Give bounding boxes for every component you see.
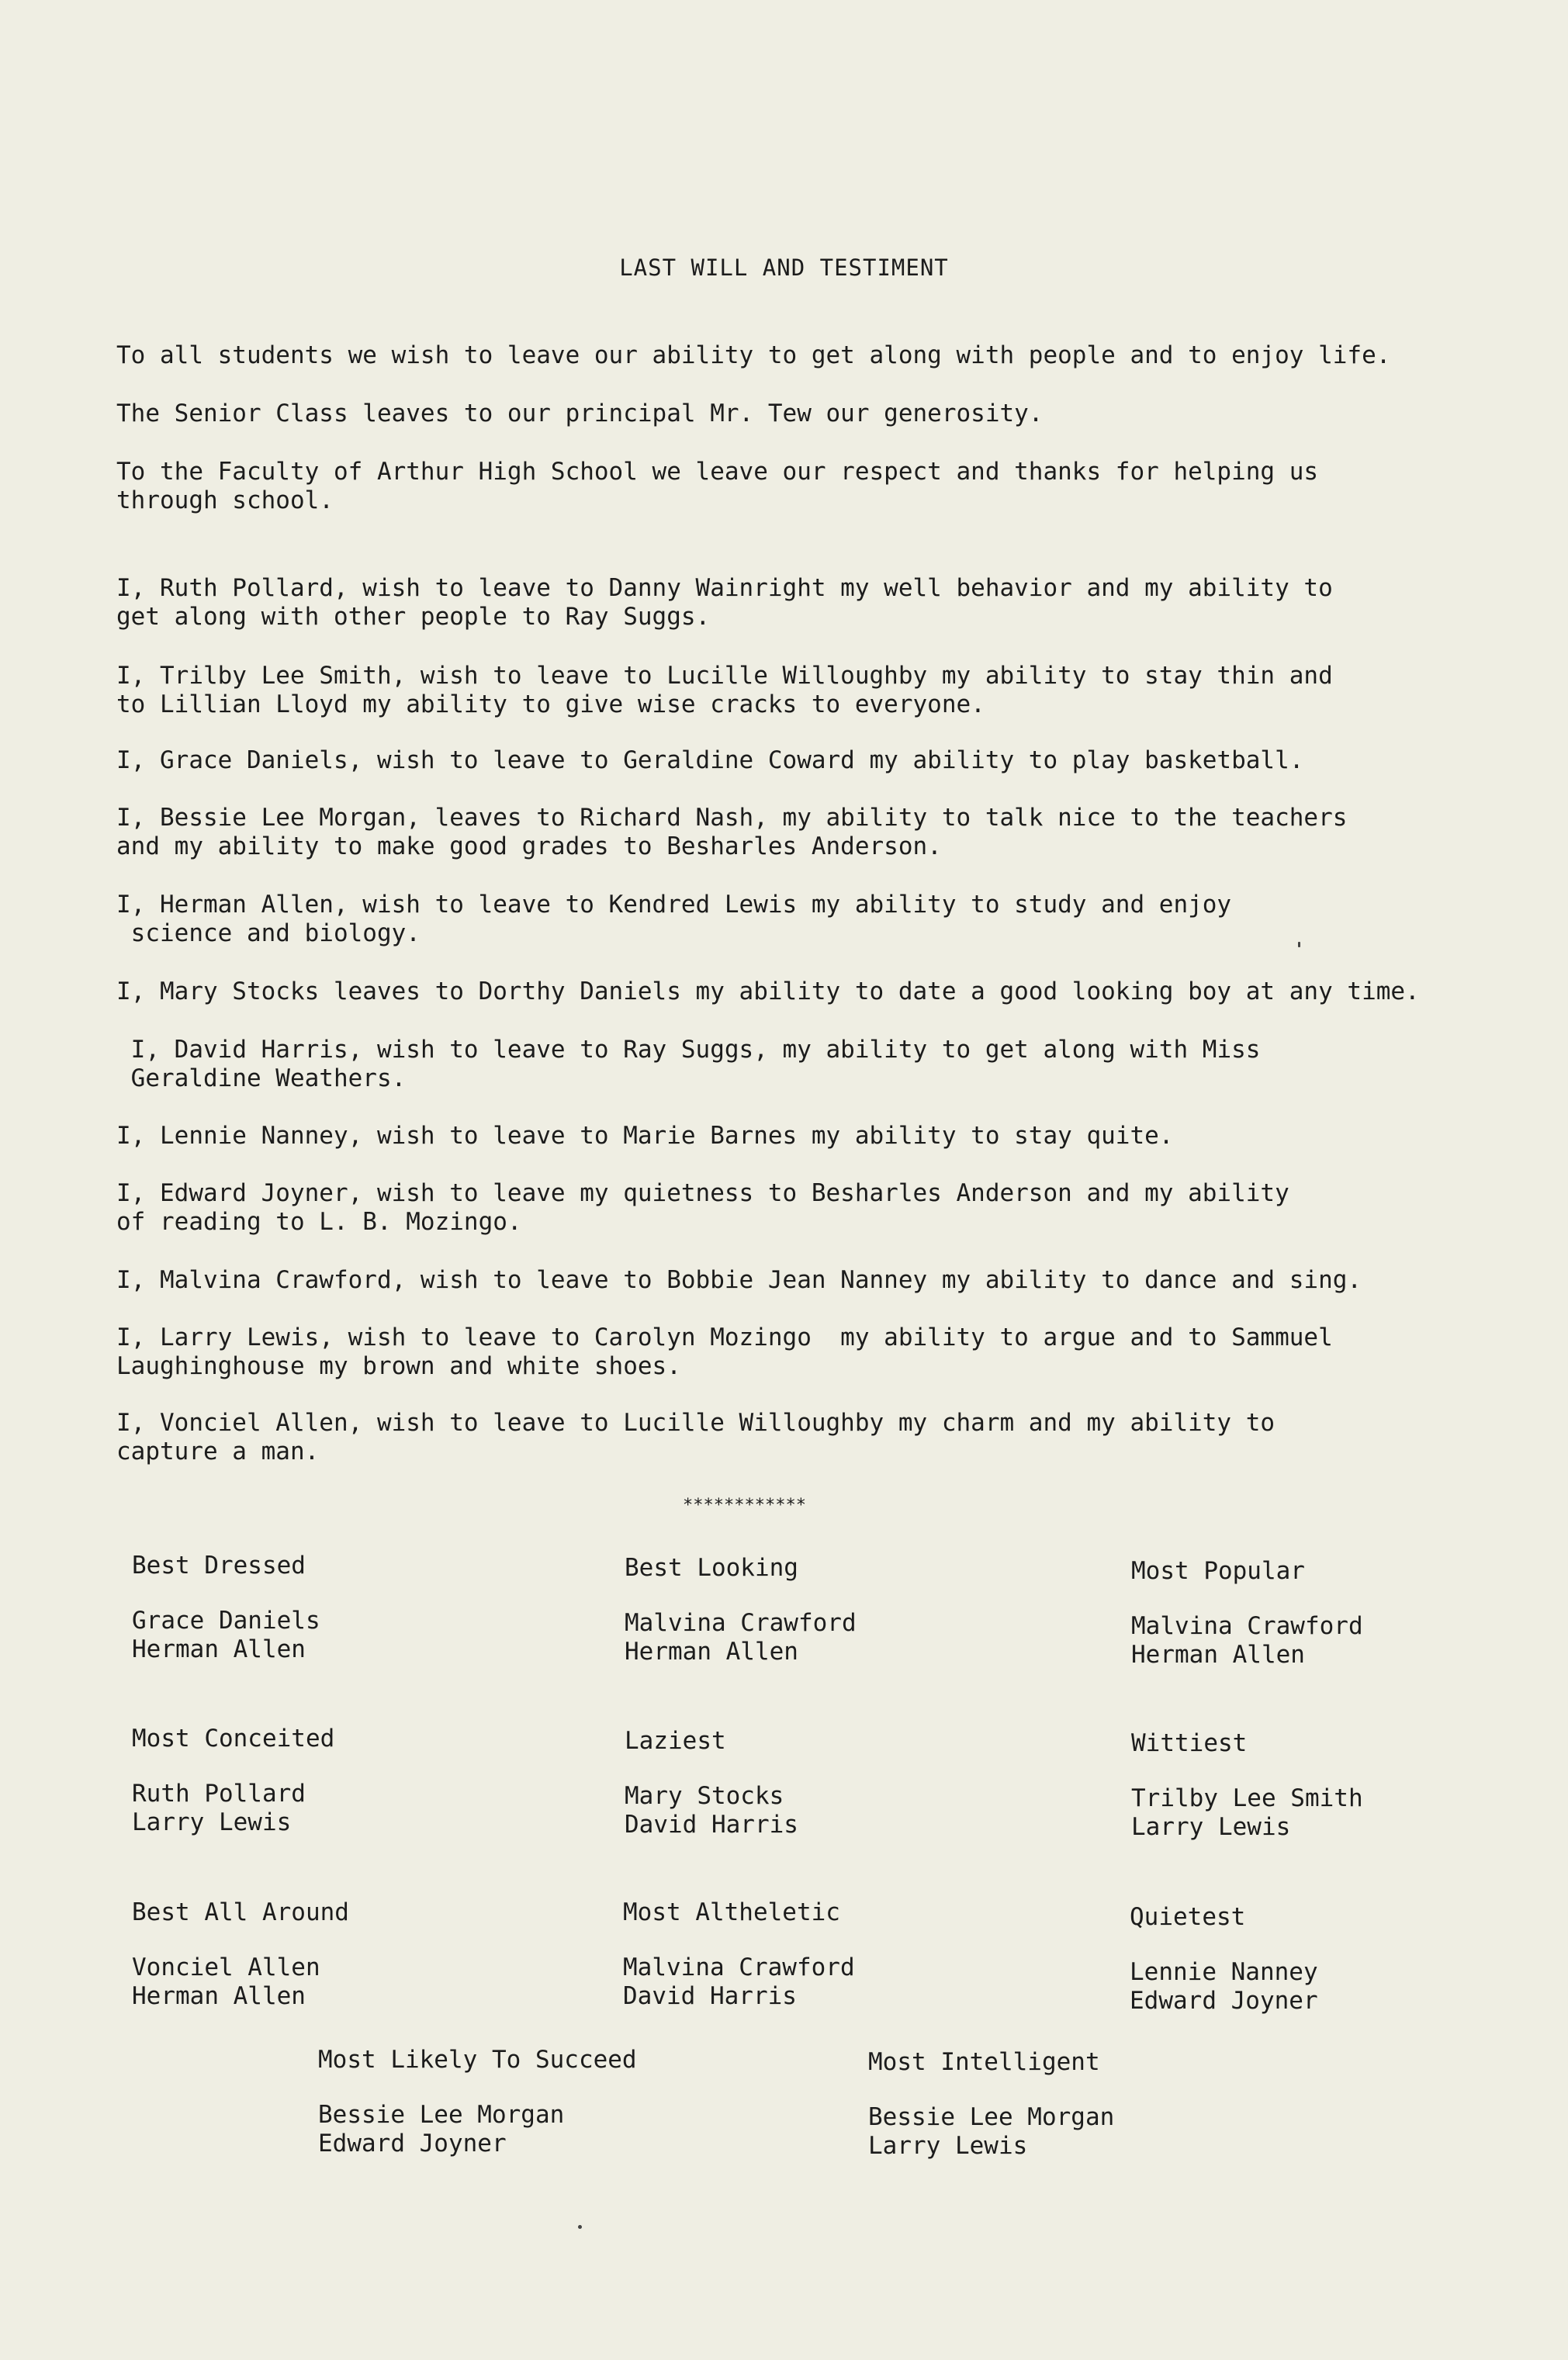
will-entry: I, Mary Stocks leaves to Dorthy Daniels my ability to date a good looking boy at any time. — [116, 978, 1420, 1005]
will-entry: I, David Harris, wish to leave to Ray Suggs, my ability to get along with Miss Geraldine Weathers. — [130, 1036, 1261, 1092]
scan-speck — [578, 2225, 582, 2229]
superlative-category: Most Popular — [1131, 1557, 1305, 1585]
superlative-winner: Edward Joyner — [1130, 1987, 1318, 2015]
superlative-winner: Edward Joyner — [318, 2130, 507, 2158]
will-entry: I, Larry Lewis, wish to leave to Carolyn Mozingo my ability to argue and to Sammuel Laughinghouse my brown and white shoes. — [116, 1324, 1333, 1380]
will-entry: I, Edward Joyner, wish to leave my quietness to Besharles Anderson and my ability of reading to L. B. Mozingo. — [116, 1179, 1289, 1236]
superlative-winner: Mary Stocks — [625, 1782, 784, 1810]
will-entry: I, Herman Allen, wish to leave to Kendred Lewis my ability to study and enjoy science and biology. — [116, 891, 1232, 947]
superlative-winner: Malvina Crawford — [623, 1953, 855, 1981]
superlative-category: Best Looking — [625, 1554, 798, 1582]
superlative-quietest — [1130, 1903, 1318, 2016]
superlative-winner: Grace Daniels — [132, 1607, 320, 1635]
superlative-winner: Ruth Pollard — [132, 1780, 306, 1808]
will-entry: I, Lennie Nanney, wish to leave to Marie Barnes my ability to stay quite. — [116, 1122, 1174, 1150]
will-entry: I, Trilby Lee Smith, wish to leave to Lucille Willoughby my ability to stay thin and to Lillian Lloyd my ability to give wise cracks to everyone. — [116, 662, 1333, 718]
superlative-best-dressed — [132, 1552, 320, 1664]
superlative-winner: Herman Allen — [132, 1635, 306, 1663]
intro-paragraph-students: To all students we wish to leave our ability to get along with people and to enjoy life. — [116, 341, 1391, 369]
superlative-category: Most Conceited — [132, 1725, 335, 1753]
superlative-best-looking — [625, 1554, 857, 1666]
scan-speck — [1298, 942, 1300, 947]
superlative-category: Laziest — [625, 1727, 726, 1755]
superlative-winner: Larry Lewis — [868, 2132, 1028, 2160]
will-entry: I, Ruth Pollard, wish to leave to Danny Wainright my well behavior and my ability to get along with other people to Ray Suggs. — [116, 574, 1333, 631]
superlative-most-popular — [1131, 1557, 1363, 1670]
page-title: LAST WILL AND TESTIMENT — [619, 254, 949, 281]
superlative-laziest — [625, 1727, 798, 1839]
will-entry: I, Malvina Crawford, wish to leave to Bobbie Jean Nanney my ability to dance and sing. — [116, 1266, 1362, 1294]
intro-paragraph-faculty: To the Faculty of Arthur High School we leave our respect and thanks for helping us through school. — [116, 458, 1319, 514]
superlative-best-all-around — [132, 1898, 349, 2011]
superlative-winner: Lennie Nanney — [1130, 1958, 1318, 1986]
superlative-winner: Trilby Lee Smith — [1131, 1784, 1363, 1812]
superlative-category: Wittiest — [1131, 1729, 1248, 1757]
intro-paragraph-principal: The Senior Class leaves to our principal Mr. Tew our generosity. — [116, 400, 1044, 427]
will-entry: I, Bessie Lee Morgan, leaves to Richard Nash, my ability to talk nice to the teachers and my ability to make good grades to Besharles Anderson. — [116, 804, 1348, 860]
superlative-winner: Larry Lewis — [1131, 1813, 1291, 1841]
superlative-winner: David Harris — [625, 1811, 798, 1839]
superlative-category: Most Altheletic — [623, 1898, 840, 1926]
superlative-category: Most Intelligent — [868, 2048, 1100, 2076]
superlative-category: Best Dressed — [132, 1552, 306, 1580]
superlative-winner: Larry Lewis — [132, 1808, 292, 1836]
superlative-winner: Malvina Crawford — [625, 1609, 857, 1637]
superlative-wittiest — [1131, 1729, 1363, 1842]
superlative-most-altheletic — [623, 1898, 855, 2011]
will-entry: I, Grace Daniels, wish to leave to Geraldine Coward my ability to play basketball. — [116, 746, 1304, 774]
superlative-winner: David Harris — [623, 1982, 797, 2010]
superlative-most-conceited — [132, 1725, 334, 1837]
superlative-most-intelligent — [868, 2048, 1114, 2161]
superlative-most-likely-to-succeed — [318, 2046, 637, 2158]
section-separator: ************ — [683, 1496, 806, 1515]
superlative-winner: Herman Allen — [132, 1982, 306, 2010]
superlative-category: Most Likely To Succeed — [318, 2046, 637, 2074]
superlative-winner: Herman Allen — [1131, 1641, 1305, 1669]
superlative-category: Quietest — [1130, 1903, 1246, 1931]
superlative-winner: Vonciel Allen — [132, 1953, 320, 1981]
superlative-winner: Malvina Crawford — [1131, 1612, 1363, 1640]
superlative-winner: Herman Allen — [625, 1638, 798, 1666]
superlative-category: Best All Around — [132, 1898, 349, 1926]
superlative-winner: Bessie Lee Morgan — [868, 2103, 1115, 2131]
superlative-winner: Bessie Lee Morgan — [318, 2101, 565, 2129]
will-entry: I, Vonciel Allen, wish to leave to Lucille Willoughby my charm and my ability to capture a man. — [116, 1409, 1276, 1465]
